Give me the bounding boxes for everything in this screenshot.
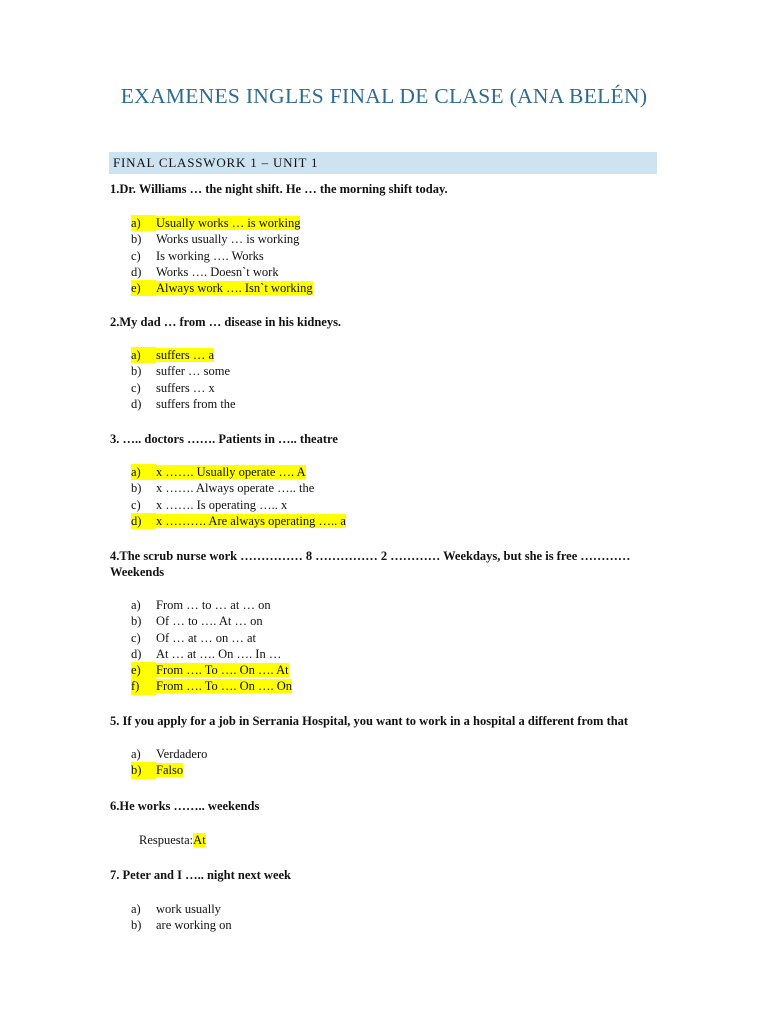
option: b) Of … to …. At … on	[131, 614, 263, 629]
question-7-options	[131, 901, 232, 934]
option-text: From …. To …. On …. At	[156, 663, 289, 678]
option-text: x ……. Always operate ….. the	[156, 481, 315, 496]
document-title: EXAMENES INGLES FINAL DE CLASE (ANA BELÉN)	[120, 84, 648, 108]
option-text: From … to … at … on	[156, 598, 271, 612]
option: a) x ……. Usually operate …. A	[131, 465, 306, 479]
option-text: Falso	[156, 763, 184, 778]
question-5-options	[131, 746, 207, 779]
answer-value: At	[193, 833, 206, 847]
option-text: Verdadero	[156, 747, 208, 761]
option-text: Works …. Doesn`t work	[156, 264, 279, 279]
option: b) Falso	[131, 763, 184, 778]
option-text: x ……. Is operating ….. x	[156, 497, 288, 512]
option-text: Of … to …. At … on	[156, 614, 263, 629]
option-text: suffer … some	[156, 364, 231, 379]
option: d) At … at …. On …. In …	[131, 646, 282, 661]
option: e) Always work …. Isn`t working	[131, 281, 313, 296]
question-1-options	[131, 215, 313, 296]
option: c) suffers … x	[131, 380, 215, 395]
question-2-options	[131, 347, 236, 412]
question-4-options	[131, 597, 292, 695]
option: f) From …. To …. On …. On	[131, 679, 293, 694]
option: c) x ……. Is operating ….. x	[131, 497, 288, 512]
option-text: suffers … a	[156, 348, 215, 362]
question-5: 5. If you apply for a job in Serrania Hospital, you want to work in a hospital a different from that	[110, 714, 629, 728]
option-text: work usually	[156, 902, 221, 916]
question-3: 3. ….. doctors ……. Patients in ….. theatre	[110, 432, 338, 446]
option: c) Of … at … on … at	[131, 630, 256, 645]
question-2: 2.My dad … from … disease in his kidneys.	[110, 315, 342, 329]
option: e) From …. To …. On …. At	[131, 663, 289, 678]
option: b) suffer … some	[131, 364, 231, 379]
answer-label: Respuesta:	[139, 833, 194, 847]
answer-line	[139, 833, 206, 848]
option-text: x ……. Usually operate …. A	[156, 465, 306, 479]
option: d) Works …. Doesn`t work	[131, 264, 279, 279]
option-text: suffers … x	[156, 380, 215, 395]
option: a) work usually	[131, 902, 221, 916]
option: b) are working on	[131, 918, 232, 933]
option: d) x ………. Are always operating ….. a	[131, 513, 346, 528]
question-3-options	[131, 464, 346, 529]
option-text: suffers from the	[156, 396, 236, 411]
option: d) suffers from the	[131, 396, 236, 411]
option-text: Works usually … is working	[156, 232, 300, 247]
question-7: 7. Peter and I ….. night next week	[110, 868, 292, 882]
option: a) From … to … at … on	[131, 598, 271, 612]
option-text: Is working …. Works	[156, 248, 264, 263]
option-text: Always work …. Isn`t working	[156, 281, 313, 296]
option: b) x ……. Always operate ….. the	[131, 481, 315, 496]
option: a) Usually works … is working	[131, 216, 301, 230]
option-text: are working on	[156, 918, 232, 933]
option-text: At … at …. On …. In …	[156, 646, 282, 661]
option-text: Usually works … is working	[156, 216, 301, 230]
question-4: 4.The scrub nurse work …………… 8 …………… 2 ………… Weekdays, but she is free ………… Weekends	[110, 549, 631, 579]
question-1: 1.Dr. Williams … the night shift. He … the morning shift today.	[110, 182, 448, 196]
section-heading: FINAL CLASSWORK 1 – UNIT 1	[109, 152, 657, 174]
option-text: Of … at … on … at	[156, 630, 256, 645]
option: a) suffers … a	[131, 348, 215, 362]
option-text: x ………. Are always operating ….. a	[156, 513, 346, 528]
option: c) Is working …. Works	[131, 248, 264, 263]
option: a) Verdadero	[131, 747, 208, 761]
option: b) Works usually … is working	[131, 232, 300, 247]
question-6: 6.He works …….. weekends	[110, 799, 260, 813]
option-text: From …. To …. On …. On	[156, 679, 293, 694]
